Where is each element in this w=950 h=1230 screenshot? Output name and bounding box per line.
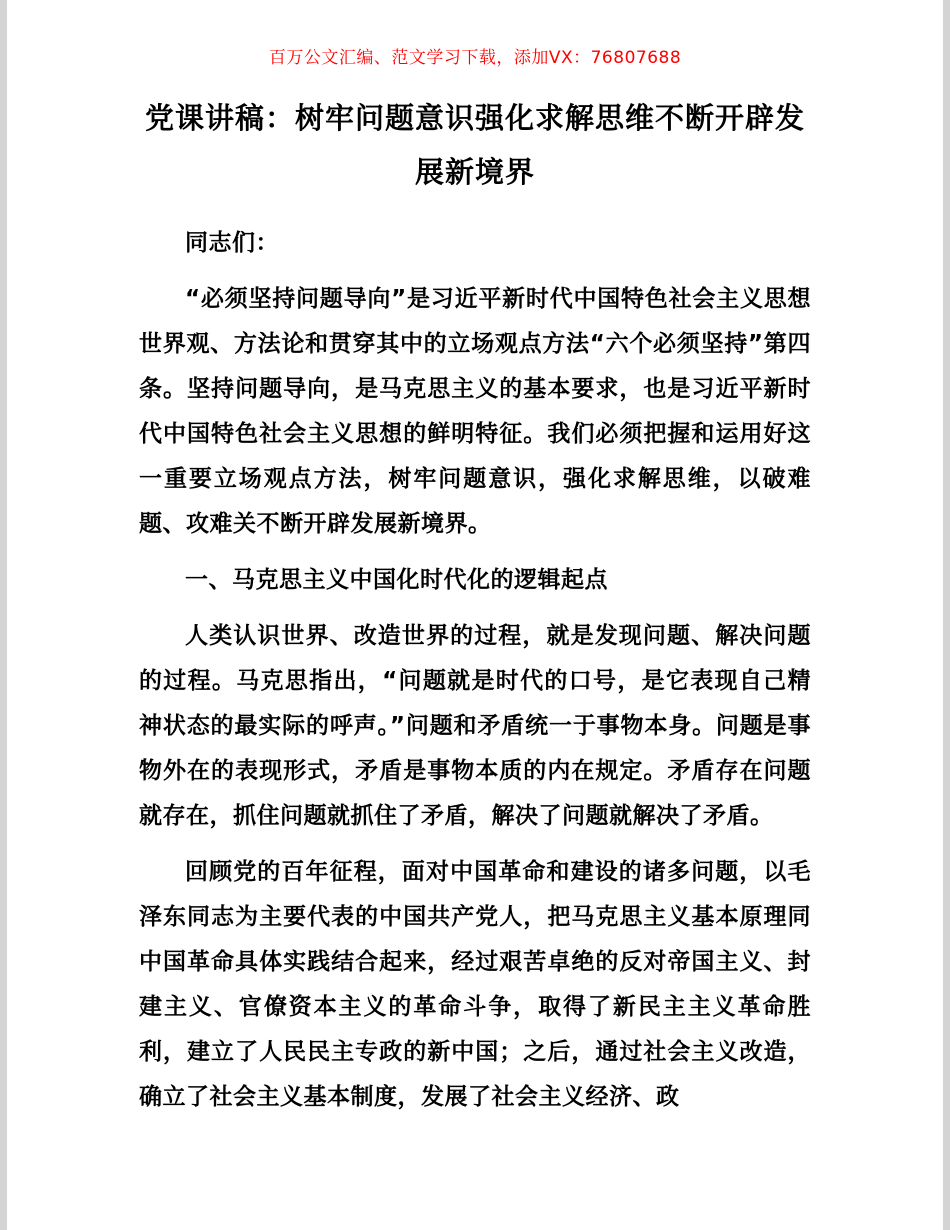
document-body <box>139 221 811 1120</box>
paragraph: 人类认识世界、改造世界的过程，就是发现问题、解决问题的过程。马克思指出，“问题就是时代的口号，是它表现自己精神状态的最实际的呼声。”问题和矛盾统一于事物本身。问题是事物外在的表现形式，矛盾是事物本质的内在规定。矛盾存在问题就存在，抓住问题就抓住了矛盾，解决了问题就解决了矛盾。 <box>139 623 811 830</box>
paragraph: 回顾党的百年征程，面对中国革命和建设的诸多问题，以毛泽东同志为主要代表的中国共产党人，把马克思主义基本原理同中国革命具体实践结合起来，经过艰苦卓绝的反对帝国主义、封建主义、官僚资本主义的革命斗争，取得了新民主主义革命胜利，建立了人民民主专政的新中国；之后，通过社会主义改造，确立了社会主义基本制度，发展了社会主义经济、政 <box>139 859 811 1111</box>
paragraph: “必须坚持问题导向”是习近平新时代中国特色社会主义思想世界观、方法论和贯穿其中的立场观点方法“六个必须坚持”第四条。坚持问题导向，是马克思主义的基本要求，也是习近平新时代中国特色社会主义思想的鲜明特征。我们必须把握和运用好这一重要立场观点方法，树牢问题意识，强化求解思维，以破难题、攻难关不断开辟发展新境界。 <box>139 286 811 538</box>
section-heading: 一、马克思主义中国化时代化的逻辑起点 <box>185 567 608 594</box>
header-notice: 百万公文汇编、范文学习下载，添加VX：76807688 <box>268 48 682 68</box>
document-page <box>7 0 943 1230</box>
document-title: 党课讲稿：树牢问题意识强化求解思维不断开辟发展新境界 <box>144 101 805 189</box>
paragraph: 同志们： <box>185 230 279 257</box>
